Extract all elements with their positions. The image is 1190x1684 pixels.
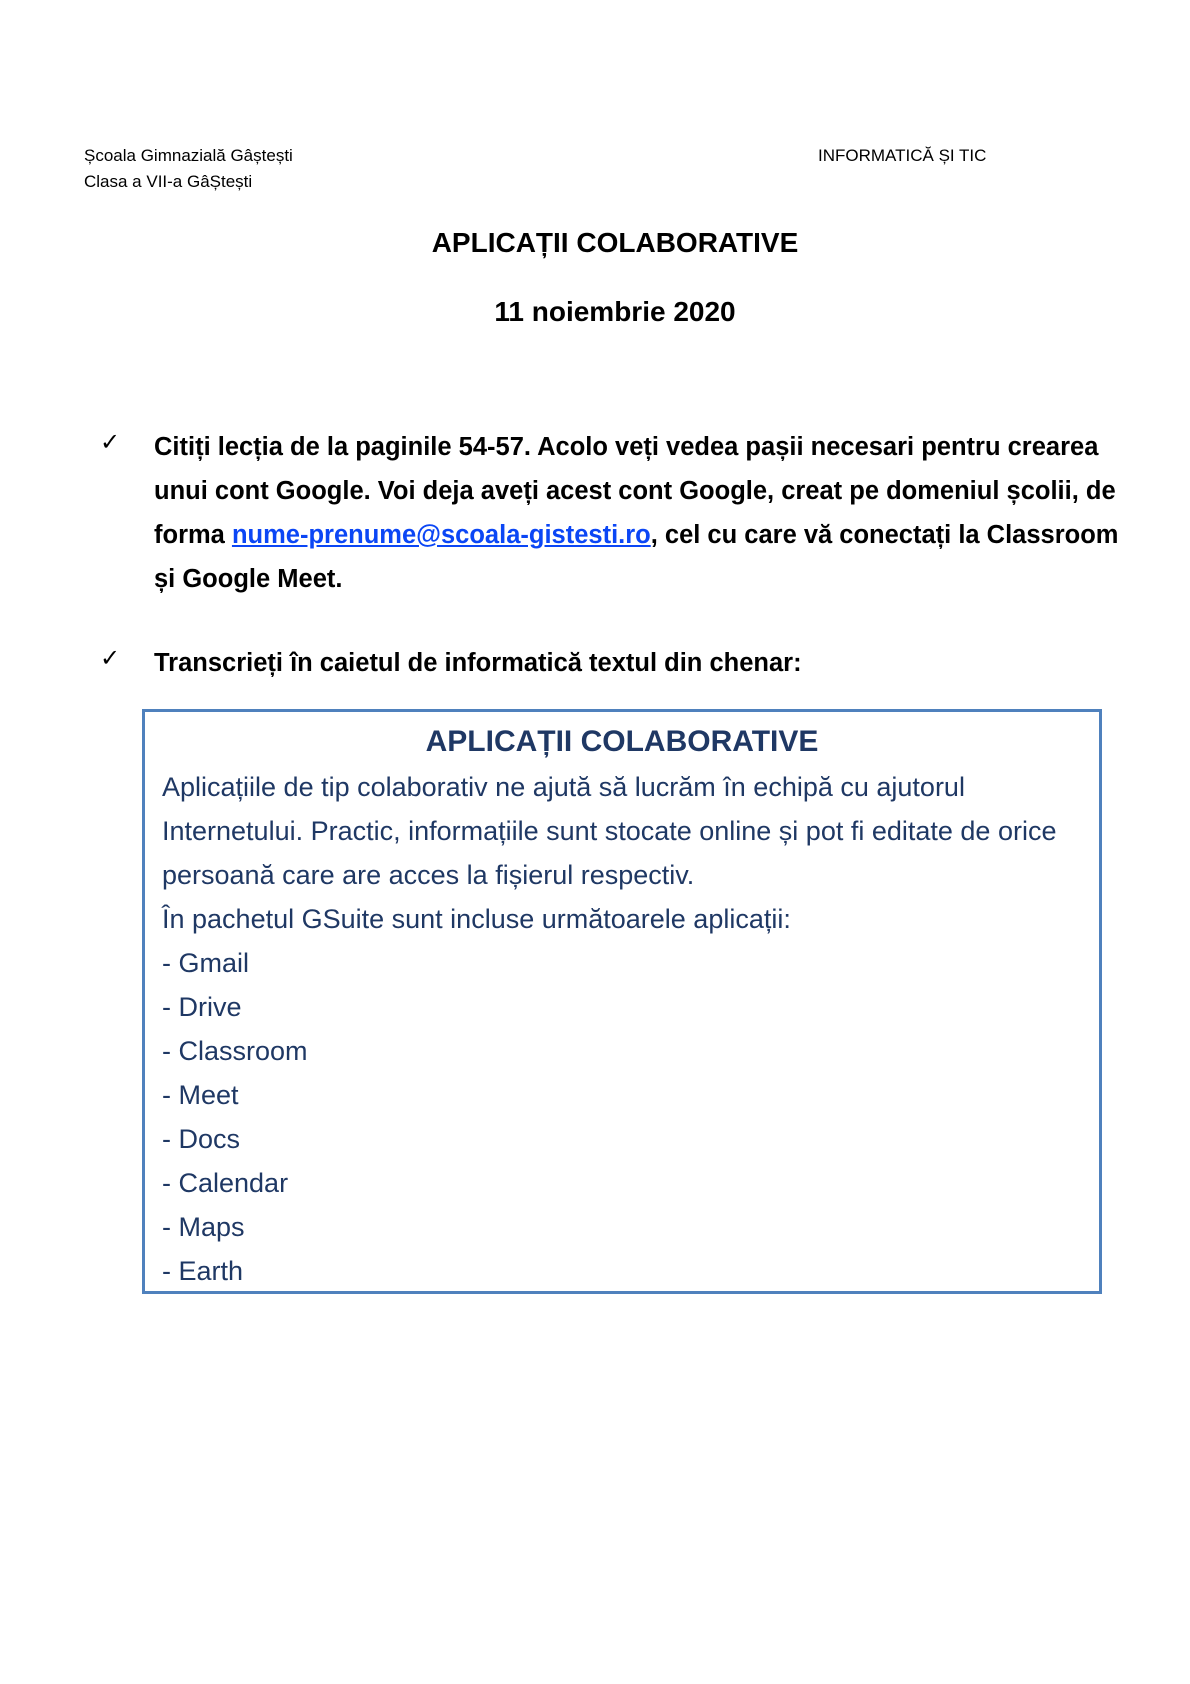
email-link[interactable]: nume-prenume@scoala-gistesti.ro: [231, 521, 651, 549]
box-title: APLICAȚII COLABORATIVE: [425, 725, 819, 758]
checkmark-icon: ✓: [100, 429, 121, 456]
bullet-text-before: Citiți lecția de la paginile 54-57. Acolo veți vedea pașii necesari pentru crearea unui cont Google. Voi deja aveți acest cont Google, creat pe domeniul școlii, de forma: [154, 433, 1116, 549]
class-name: Clasa a VII-a GâȘtești: [84, 172, 253, 191]
list-item: - Earth: [162, 1256, 244, 1286]
checkmark-icon: ✓: [100, 645, 121, 672]
list-item: - Maps: [162, 1212, 245, 1242]
list-item: - Docs: [162, 1124, 241, 1154]
page-title: APLICAȚII COLABORATIVE: [431, 227, 799, 258]
apps-list: [162, 941, 1082, 1293]
subject-name: INFORMATICĂ ȘI TIC: [818, 146, 987, 165]
content-box: [142, 709, 1102, 1294]
list-item: - Calendar: [162, 1168, 289, 1198]
bullet-text-after: , cel cu care vă conectați la Classroom și Google Meet.: [154, 521, 1119, 593]
box-intro: În pachetul GSuite sunt incluse următoarele aplicații:: [162, 904, 791, 934]
box-paragraph: Aplicațiile de tip colaborativ ne ajută să lucrăm în echipă cu ajutorul Internetului. Practic, informațiile sunt stocate online și pot fi editate de orice persoană care are acces la fișierul respectiv.: [162, 772, 1057, 890]
header-left: [84, 143, 293, 195]
bullet-item-transcribe: [100, 641, 1140, 685]
page-date: 11 noiembrie 2020: [494, 296, 736, 327]
list-item: - Drive: [162, 992, 242, 1022]
list-item: - Meet: [162, 1080, 239, 1110]
bullet-item-read-lesson: [100, 425, 1140, 601]
list-item: - Classroom: [162, 1036, 308, 1066]
school-name: Școala Gimnazială Gâștești: [84, 146, 293, 165]
list-item: - Gmail: [162, 948, 249, 978]
bullet-text: Transcrieți în caietul de informatică textul din chenar:: [154, 649, 802, 677]
bullet-list: [100, 425, 1140, 685]
